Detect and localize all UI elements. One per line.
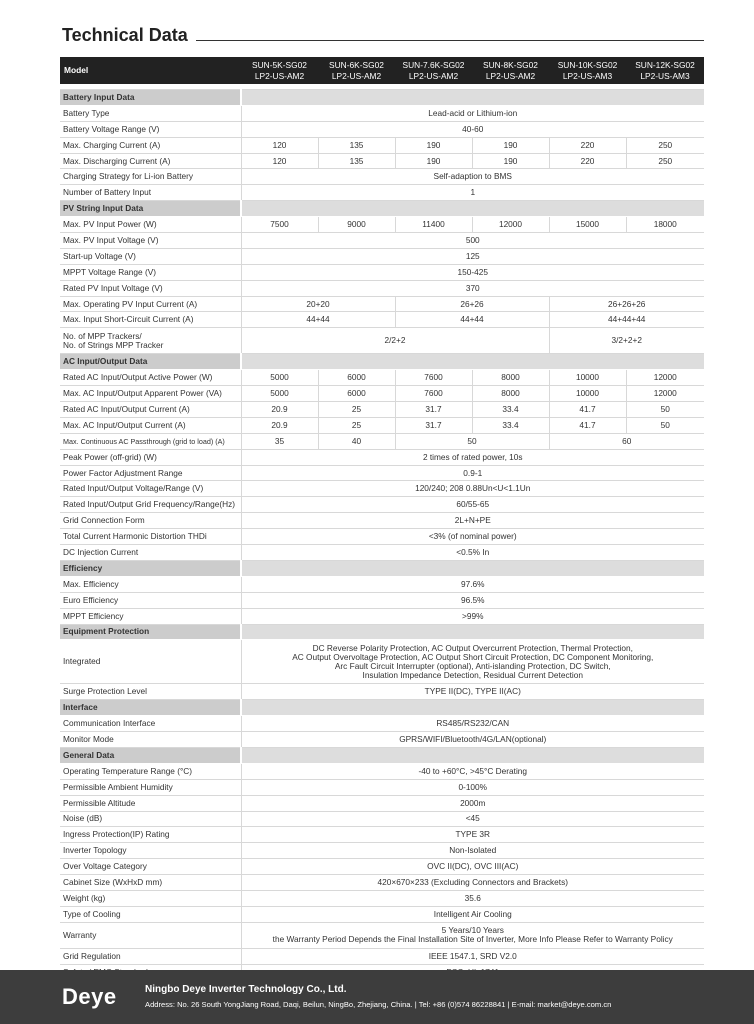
row-label: Power Factor Adjustment Range <box>60 465 241 481</box>
row-value: 5000 <box>241 370 318 386</box>
row-value: 15000 <box>549 217 626 233</box>
row-value: IEEE 1547.1, SRD V2.0 <box>241 948 704 964</box>
table-row <box>60 312 704 328</box>
row-value: 12000 <box>626 386 704 402</box>
company-name: Ningbo Deye Inverter Technology Co., Ltd. <box>145 984 347 995</box>
model-column-header <box>395 57 472 84</box>
row-value: 190 <box>395 153 472 169</box>
row-value: 120/240; 208 0.88Un<U<1.1Un <box>241 481 704 497</box>
row-label: Peak Power (off-grid) (W) <box>60 449 241 465</box>
row-value: TYPE 3R <box>241 827 704 843</box>
row-value: 6000 <box>318 386 395 402</box>
row-value: 33.4 <box>472 402 549 418</box>
row-label: Grid Regulation <box>60 948 241 964</box>
row-label: Operating Temperature Range (°C) <box>60 763 241 779</box>
row-value: 44+44+44 <box>549 312 704 328</box>
table-row <box>60 827 704 843</box>
model-name-line: LP2-US-AM3 <box>640 70 690 81</box>
section-header-row <box>60 560 704 576</box>
row-value: 500 <box>241 233 704 249</box>
table-row <box>60 137 704 153</box>
table-row <box>60 592 704 608</box>
section-header-row <box>60 354 704 370</box>
row-value: 26+26 <box>395 296 549 312</box>
row-label: Max. AC Input/Output Apparent Power (VA) <box>60 386 241 402</box>
table-row <box>60 402 704 418</box>
row-value: 97.6% <box>241 576 704 592</box>
row-value: 6000 <box>318 370 395 386</box>
section-fill <box>241 90 704 106</box>
table-row <box>60 684 704 700</box>
row-label: Charging Strategy for Li-ion Battery <box>60 169 241 185</box>
row-label: Warranty <box>60 922 241 948</box>
row-value: DC Reverse Polarity Protection, AC Output Overcurrent Protection, Thermal Protection, AC Output Overvoltage Protection, AC Output Short Circuit Protection, DC Component Monitoring, Arc Fault Circuit Interrupter (optional), Anti-islanding Protection, DC Switch, Insulation Impedance Detection, Residual Current Detection <box>241 640 704 684</box>
row-value: 190 <box>395 137 472 153</box>
model-name-line: SUN-10K-SG02 <box>557 59 618 70</box>
section-header-row <box>60 700 704 716</box>
row-value: 96.5% <box>241 592 704 608</box>
row-label: Over Voltage Category <box>60 859 241 875</box>
row-value: 12000 <box>626 370 704 386</box>
table-row <box>60 529 704 545</box>
row-value: 31.7 <box>395 402 472 418</box>
row-value: 50 <box>395 433 549 449</box>
table-row <box>60 185 704 201</box>
row-label: Rated Input/Output Grid Frequency/Range(Hz) <box>60 497 241 513</box>
model-name-line: LP2-US-AM2 <box>331 70 382 81</box>
row-value: 44+44 <box>241 312 395 328</box>
row-value: 18000 <box>626 217 704 233</box>
row-label: Cabinet Size (WxHxD mm) <box>60 875 241 891</box>
table-row <box>60 433 704 449</box>
row-value: 1 <box>241 185 704 201</box>
row-label: Euro Efficiency <box>60 592 241 608</box>
row-value: 40-60 <box>241 121 704 137</box>
row-label: Integrated <box>60 640 241 684</box>
table-row <box>60 449 704 465</box>
table-row <box>60 233 704 249</box>
row-label: Type of Cooling <box>60 906 241 922</box>
section-fill <box>241 624 704 640</box>
row-label: Surge Protection Level <box>60 684 241 700</box>
model-name-line: LP2-US-AM3 <box>562 70 613 81</box>
section-header-row <box>60 624 704 640</box>
row-value: 44+44 <box>395 312 549 328</box>
row-label: Rated AC Input/Output Active Power (W) <box>60 370 241 386</box>
model-column-header <box>318 57 395 84</box>
table-row <box>60 890 704 906</box>
row-value: 50 <box>626 402 704 418</box>
table-row <box>60 169 704 185</box>
table-row <box>60 465 704 481</box>
page-title-block <box>62 22 704 46</box>
row-value: 31.7 <box>395 417 472 433</box>
row-label: Start-up Voltage (V) <box>60 248 241 264</box>
row-value: 7600 <box>395 370 472 386</box>
row-value: 25 <box>318 402 395 418</box>
row-label: Max. PV Input Voltage (V) <box>60 233 241 249</box>
table-row <box>60 859 704 875</box>
section-title: General Data <box>60 747 241 763</box>
row-label: Max. Discharging Current (A) <box>60 153 241 169</box>
table-row <box>60 386 704 402</box>
row-value: 50 <box>626 417 704 433</box>
table-body <box>60 84 704 980</box>
row-value: 10000 <box>549 370 626 386</box>
row-label: Monitor Mode <box>60 732 241 748</box>
row-value: OVC II(DC), OVC III(AC) <box>241 859 704 875</box>
table-row <box>60 795 704 811</box>
row-label: MPPT Efficiency <box>60 608 241 624</box>
row-value: Self-adaption to BMS <box>241 169 704 185</box>
model-name-line: SUN-5K-SG02 <box>252 59 307 70</box>
row-label: DC Injection Current <box>60 545 241 561</box>
table-row <box>60 280 704 296</box>
row-value: Intelligent Air Cooling <box>241 906 704 922</box>
row-value: 135 <box>318 137 395 153</box>
row-value: 3/2+2+2 <box>549 328 704 354</box>
row-value: 190 <box>472 153 549 169</box>
row-value: <45 <box>241 811 704 827</box>
table-row <box>60 811 704 827</box>
row-label: Rated PV Input Voltage (V) <box>60 280 241 296</box>
row-value: 20.9 <box>241 402 318 418</box>
table-row <box>60 545 704 561</box>
row-value: 120 <box>241 153 318 169</box>
row-value: 2/2+2 <box>241 328 549 354</box>
row-value: >99% <box>241 608 704 624</box>
row-value: -40 to +60°C, >45°C Derating <box>241 763 704 779</box>
row-label: Rated AC Input/Output Current (A) <box>60 402 241 418</box>
row-value: 0-100% <box>241 779 704 795</box>
section-title: Equipment Protection <box>60 624 241 640</box>
row-value: 9000 <box>318 217 395 233</box>
row-value: 220 <box>549 153 626 169</box>
row-label: Inverter Topology <box>60 843 241 859</box>
row-value: 250 <box>626 137 704 153</box>
section-fill <box>241 747 704 763</box>
row-label: Max. AC Input/Output Current (A) <box>60 417 241 433</box>
table-row <box>60 296 704 312</box>
table-row <box>60 513 704 529</box>
section-fill <box>241 354 704 370</box>
table-row <box>60 608 704 624</box>
row-label: Battery Type <box>60 105 241 121</box>
row-value: Non-Isolated <box>241 843 704 859</box>
row-value: 2000m <box>241 795 704 811</box>
model-column-header <box>472 57 549 84</box>
row-label: Max. Continuous AC Passthrough (grid to load) (A) <box>60 433 241 449</box>
row-label: Rated Input/Output Voltage/Range (V) <box>60 481 241 497</box>
row-value: 0.9-1 <box>241 465 704 481</box>
row-value: TYPE II(DC), TYPE II(AC) <box>241 684 704 700</box>
model-name-line: LP2-US-AM2 <box>485 70 536 81</box>
table-row <box>60 105 704 121</box>
row-value: GPRS/WIFI/Bluetooth/4G/LAN(optional) <box>241 732 704 748</box>
row-value: 8000 <box>472 370 549 386</box>
model-name-line: SUN-6K-SG02 <box>329 59 384 70</box>
page-title: Technical Data <box>62 25 188 45</box>
table-row <box>60 779 704 795</box>
row-value: 370 <box>241 280 704 296</box>
row-value: 120 <box>241 137 318 153</box>
model-column-header <box>626 57 704 84</box>
row-value: 20+20 <box>241 296 395 312</box>
row-label: Weight (kg) <box>60 890 241 906</box>
model-header-row <box>60 57 704 84</box>
row-value: 135 <box>318 153 395 169</box>
row-label: Max. Input Short-Circuit Current (A) <box>60 312 241 328</box>
table-row <box>60 264 704 280</box>
row-value: 10000 <box>549 386 626 402</box>
model-column-header <box>241 57 318 84</box>
row-value: 60 <box>549 433 704 449</box>
row-value: 11400 <box>395 217 472 233</box>
section-fill <box>241 560 704 576</box>
deye-logo: Deye <box>62 984 117 1009</box>
title-underline <box>196 40 704 41</box>
row-value: 25 <box>318 417 395 433</box>
row-label: Grid Connection Form <box>60 513 241 529</box>
section-header-row <box>60 90 704 106</box>
company-address: Address: No. 26 South YongJiang Road, Daqi, Beilun, NingBo, Zhejiang, China. | Tel: +86 (0)574 86228841 | E-mail: market@deye.com.cn <box>145 1000 612 1009</box>
table-row <box>60 217 704 233</box>
table-row <box>60 121 704 137</box>
section-title: Interface <box>60 700 241 716</box>
row-value: 35.6 <box>241 890 704 906</box>
section-title: PV String Input Data <box>60 201 241 217</box>
row-value: 250 <box>626 153 704 169</box>
table-row <box>60 481 704 497</box>
row-label: Max. Efficiency <box>60 576 241 592</box>
section-title: Battery Input Data <box>60 90 241 106</box>
model-name-line: SUN-8K-SG02 <box>483 59 538 70</box>
table-row <box>60 370 704 386</box>
row-label: Number of Battery Input <box>60 185 241 201</box>
model-column-header <box>549 57 626 84</box>
row-value: RS485/RS232/CAN <box>241 716 704 732</box>
table-row <box>60 640 704 684</box>
table-row <box>60 922 704 948</box>
row-value: 33.4 <box>472 417 549 433</box>
row-label: Max. PV Input Power (W) <box>60 217 241 233</box>
row-value: 150-425 <box>241 264 704 280</box>
model-header-label: Model <box>60 57 241 84</box>
row-value: 5 Years/10 Years the Warranty Period Depends the Final Installation Site of Inverter, More Info Please Refer to Warranty Policy <box>241 922 704 948</box>
row-label: Permissible Ambient Humidity <box>60 779 241 795</box>
row-label: Communication Interface <box>60 716 241 732</box>
section-fill <box>241 700 704 716</box>
row-value: 26+26+26 <box>549 296 704 312</box>
model-name-line: LP2-US-AM2 <box>408 70 459 81</box>
row-value: Lead-acid or Lithium-ion <box>241 105 704 121</box>
row-label: No. of MPP Trackers/ No. of Strings MPP Tracker <box>60 328 241 354</box>
row-label: Max. Charging Current (A) <box>60 137 241 153</box>
table-row <box>60 417 704 433</box>
row-value: 7600 <box>395 386 472 402</box>
row-value: 7500 <box>241 217 318 233</box>
row-value: <0.5% In <box>241 545 704 561</box>
row-label: Max. Operating PV Input Current (A) <box>60 296 241 312</box>
table-row <box>60 497 704 513</box>
table-row <box>60 843 704 859</box>
row-value: 2 times of rated power, 10s <box>241 449 704 465</box>
row-value: 5000 <box>241 386 318 402</box>
row-value: 125 <box>241 248 704 264</box>
row-value: 20.9 <box>241 417 318 433</box>
row-label: Total Current Harmonic Distortion THDi <box>60 529 241 545</box>
row-label: MPPT Voltage Range (V) <box>60 264 241 280</box>
row-label: Permissible Altitude <box>60 795 241 811</box>
section-header-row <box>60 201 704 217</box>
table-row <box>60 576 704 592</box>
row-value: 2L+N+PE <box>241 513 704 529</box>
row-label: Battery Voltage Range (V) <box>60 121 241 137</box>
tech-data-table <box>60 57 704 981</box>
row-value: 190 <box>472 137 549 153</box>
row-label: Ingress Protection(IP) Rating <box>60 827 241 843</box>
table-row <box>60 153 704 169</box>
table-row <box>60 716 704 732</box>
row-value: 40 <box>318 433 395 449</box>
row-label: Noise (dB) <box>60 811 241 827</box>
model-name-line: SUN-12K-SG02 <box>635 59 695 70</box>
row-value: 41.7 <box>549 417 626 433</box>
row-value: 12000 <box>472 217 549 233</box>
row-value: 60/55-65 <box>241 497 704 513</box>
model-name-line: SUN-7.6K-SG02 <box>402 59 465 70</box>
model-name-line: LP2-US-AM2 <box>254 70 305 81</box>
row-value: 41.7 <box>549 402 626 418</box>
footer <box>0 970 754 1024</box>
row-value: 35 <box>241 433 318 449</box>
section-fill <box>241 201 704 217</box>
table-row <box>60 906 704 922</box>
table-row <box>60 875 704 891</box>
table-row <box>60 948 704 964</box>
table-row <box>60 763 704 779</box>
section-title: Efficiency <box>60 560 241 576</box>
section-title: AC Input/Output Data <box>60 354 241 370</box>
table-row <box>60 732 704 748</box>
row-value: 220 <box>549 137 626 153</box>
section-header-row <box>60 747 704 763</box>
row-value: <3% (of nominal power) <box>241 529 704 545</box>
row-value: 420×670×233 (Excluding Connectors and Brackets) <box>241 875 704 891</box>
table-row <box>60 328 704 354</box>
row-value: 8000 <box>472 386 549 402</box>
table-row <box>60 248 704 264</box>
